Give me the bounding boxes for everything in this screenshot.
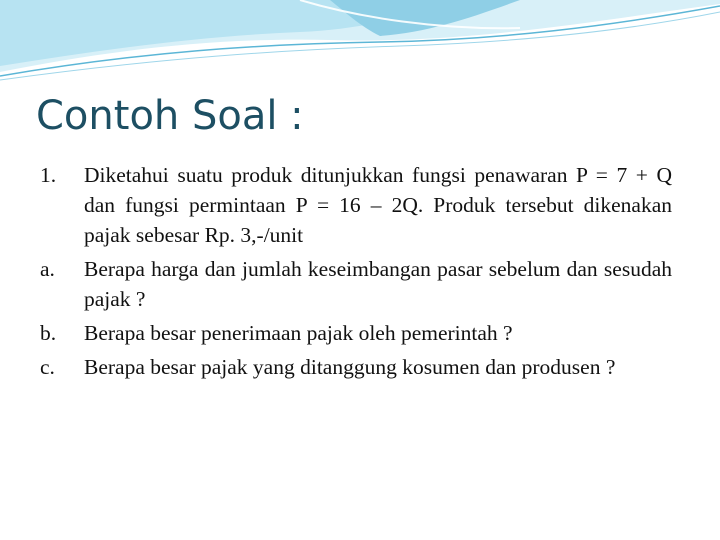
list-item xyxy=(40,160,672,250)
list-marker: a. xyxy=(40,257,55,281)
list-item xyxy=(40,352,672,382)
list-item-text: Berapa besar penerimaan pajak oleh pemerintah ? xyxy=(84,321,513,345)
list-marker: c. xyxy=(40,355,55,379)
slide-title: Contoh Soal : xyxy=(36,93,304,139)
list-item-text: Diketahui suatu produk ditunjukkan fungsi penawaran P = 7 + Q dan fungsi permintaan P = 16 – 2Q. Produk tersebut dikenakan pajak sebesar Rp. 3,-/unit xyxy=(84,163,672,247)
list-item xyxy=(40,254,672,314)
list-item-text: Berapa besar pajak yang ditanggung kosumen dan produsen ? xyxy=(84,355,616,379)
question-list xyxy=(40,160,672,386)
header-wave-decoration xyxy=(0,0,720,90)
list-item-text: Berapa harga dan jumlah keseimbangan pasar sebelum dan sesudah pajak ? xyxy=(84,257,672,311)
list-item xyxy=(40,318,672,348)
list-marker: 1. xyxy=(40,163,57,187)
list-marker: b. xyxy=(40,321,57,345)
